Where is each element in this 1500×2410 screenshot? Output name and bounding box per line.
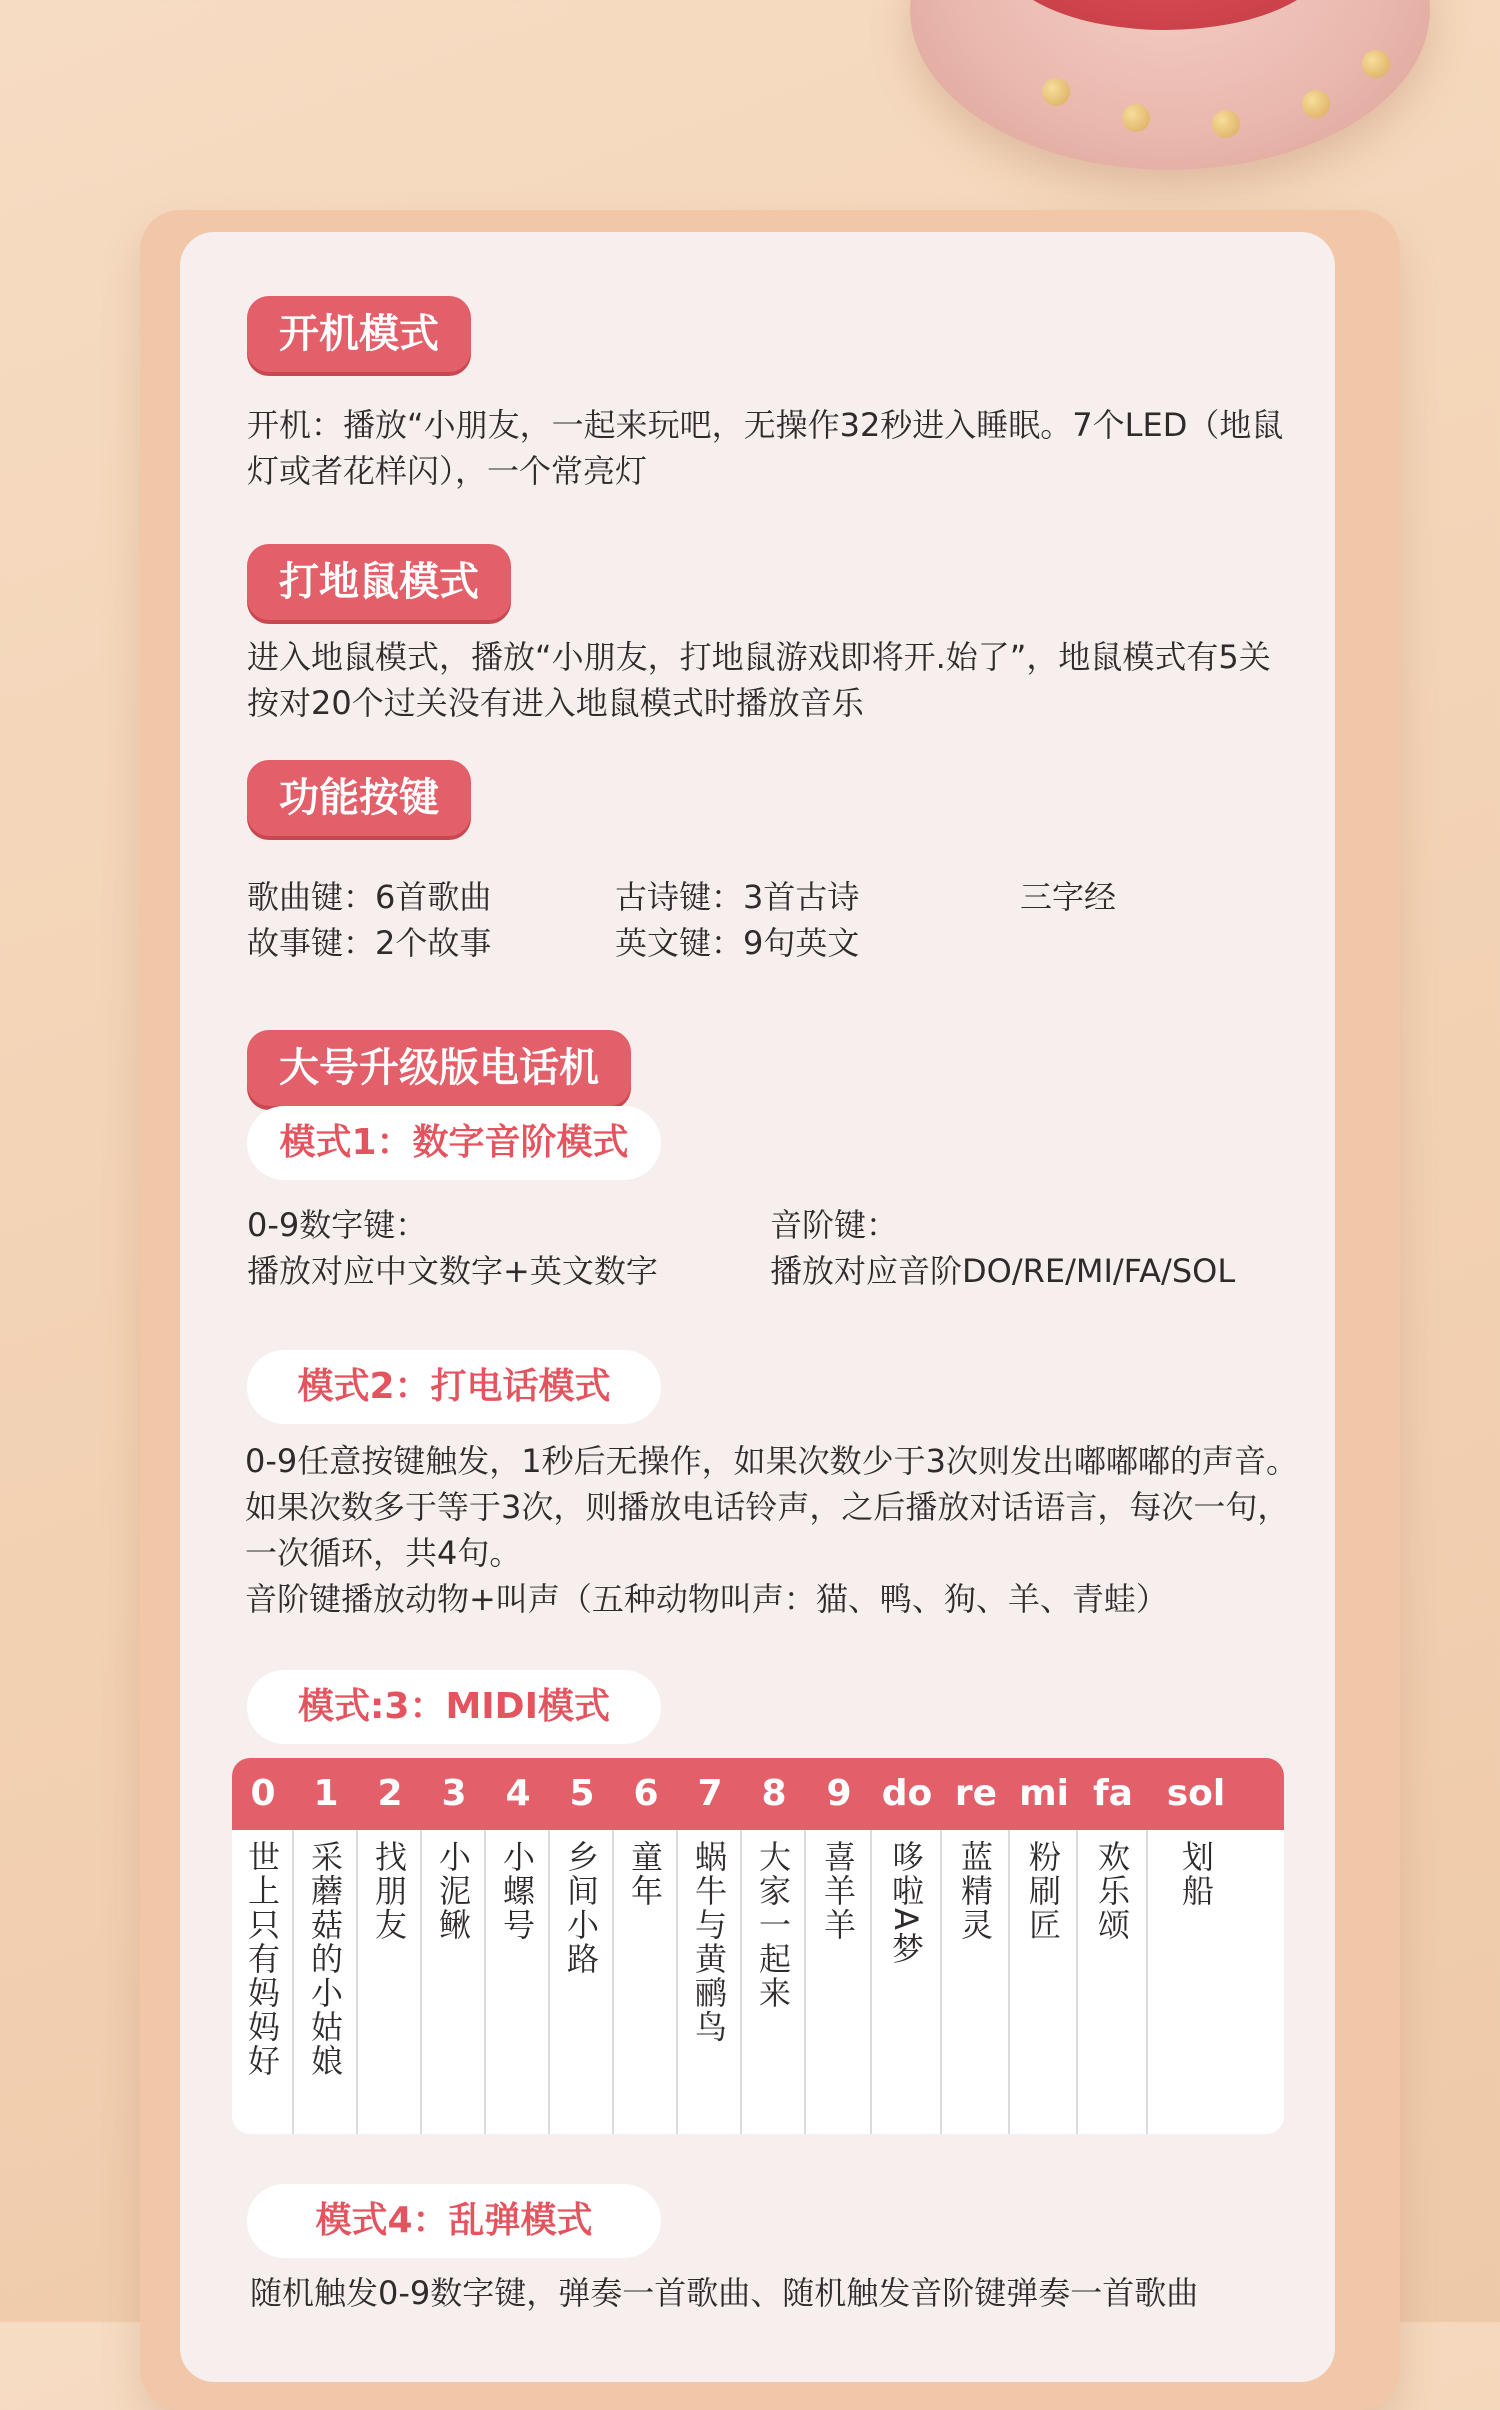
midi-key-fa: fa [1093, 1773, 1133, 1814]
midi-song-6: 童年 [626, 1840, 664, 1908]
midi-key-1: 1 [313, 1773, 339, 1814]
midi-song-0: 世上只有妈妈好 [243, 1840, 281, 2078]
whack-mode-title: 打地鼠模式 [247, 544, 511, 620]
midi-key-9: 9 [826, 1773, 852, 1814]
midi-song-5: 乡间小路 [562, 1840, 600, 1976]
midi-key-4: 4 [505, 1773, 531, 1814]
midi-song-re: 蓝精灵 [956, 1840, 994, 1942]
mode1-scale-desc: 播放对应音阶DO/RE/MI/FA/SOL [770, 1252, 1236, 1290]
midi-key-re: re [954, 1773, 998, 1814]
mode1-title: 模式1：数字音阶模式 [247, 1106, 661, 1180]
midi-song-7: 蜗牛与黄鹂鸟 [690, 1840, 728, 2044]
mode4-line1: 随机触发0-9数字键，弹奏一首歌曲、随机触发音阶键弹奏一首歌曲 [250, 2274, 1199, 2312]
toy-dot [1362, 50, 1390, 78]
midi-song-4: 小螺号 [498, 1840, 536, 1942]
midi-song-9: 喜羊羊 [819, 1840, 857, 1942]
boot-mode-title: 开机模式 [247, 296, 471, 372]
boot-mode-line2: 灯或者花样闪），一个常亮灯 [247, 452, 648, 490]
midi-table-header [232, 1758, 1284, 1830]
midi-key-3: 3 [441, 1773, 467, 1814]
toy-dot [1212, 110, 1240, 138]
midi-key-do: do [881, 1773, 933, 1814]
whack-mode-line1: 进入地鼠模式，播放“小朋友，打地鼠游戏即将开.始了”，地鼠模式有5关 [247, 638, 1271, 676]
boot-mode-line1: 开机：播放“小朋友，一起来玩吧，无操作32秒进入睡眠。7个LED（地鼠 [247, 406, 1284, 444]
mode2-line3: 一次循环，共4句。 [245, 1534, 522, 1572]
mode1-digit-desc: 播放对应中文数字+英文数字 [247, 1252, 658, 1290]
midi-song-2: 找朋友 [370, 1840, 408, 1942]
mode2-title: 模式2：打电话模式 [247, 1350, 661, 1424]
story-key-text: 故事键：2个故事 [247, 924, 492, 962]
midi-key-5: 5 [569, 1773, 595, 1814]
midi-song-table [232, 1758, 1284, 2134]
midi-key-8: 8 [761, 1773, 787, 1814]
mode2-line1: 0-9任意按键触发，1秒后无操作，如果次数少于3次则发出嘟嘟嘟的声音。 [245, 1442, 1298, 1480]
midi-song-mi: 粉刷匠 [1024, 1840, 1062, 1942]
midi-table-body [232, 1830, 1284, 2134]
mode1-scale-label: 音阶键： [770, 1206, 899, 1244]
mode2-line2: 如果次数多于等于3次，则播放电话铃声，之后播放对话语言，每次一句， [245, 1488, 1290, 1526]
midi-song-sol: 划船 [1177, 1840, 1215, 1908]
midi-key-0: 0 [250, 1773, 276, 1814]
midi-song-1: 采蘑菇的小姑娘 [306, 1840, 344, 2078]
mode3-title: 模式:3：MIDI模式 [247, 1670, 661, 1744]
midi-key-2: 2 [377, 1773, 403, 1814]
song-key-text: 歌曲键：6首歌曲 [247, 878, 492, 916]
midi-key-sol: sol [1166, 1773, 1226, 1814]
mode2-line4: 音阶键播放动物+叫声（五种动物叫声：猫、鸭、狗、羊、青蛙） [245, 1580, 1168, 1618]
poem-key-text: 古诗键：3首古诗 [615, 878, 860, 916]
mode1-digit-label: 0-9数字键： [247, 1206, 428, 1244]
english-key-text: 英文键：9句英文 [615, 924, 860, 962]
midi-song-8: 大家一起来 [754, 1840, 792, 2010]
toy-dot [1122, 104, 1150, 132]
function-keys-title: 功能按键 [247, 760, 471, 836]
toy-dot [1042, 78, 1070, 106]
whack-mode-line2: 按对20个过关没有进入地鼠模式时播放音乐 [247, 684, 864, 722]
midi-key-6: 6 [633, 1773, 659, 1814]
mode4-title: 模式4：乱弹模式 [247, 2184, 661, 2258]
classic-key-text: 三字经 [1020, 878, 1117, 916]
midi-key-7: 7 [697, 1773, 723, 1814]
toy-dot [1302, 90, 1330, 118]
phone-section-title: 大号升级版电话机 [247, 1030, 631, 1106]
midi-song-fa: 欢乐颂 [1093, 1840, 1131, 1942]
midi-song-3: 小泥鳅 [434, 1840, 472, 1942]
midi-key-mi: mi [1019, 1773, 1069, 1814]
midi-song-do: 哆啦A梦 [887, 1840, 925, 1966]
